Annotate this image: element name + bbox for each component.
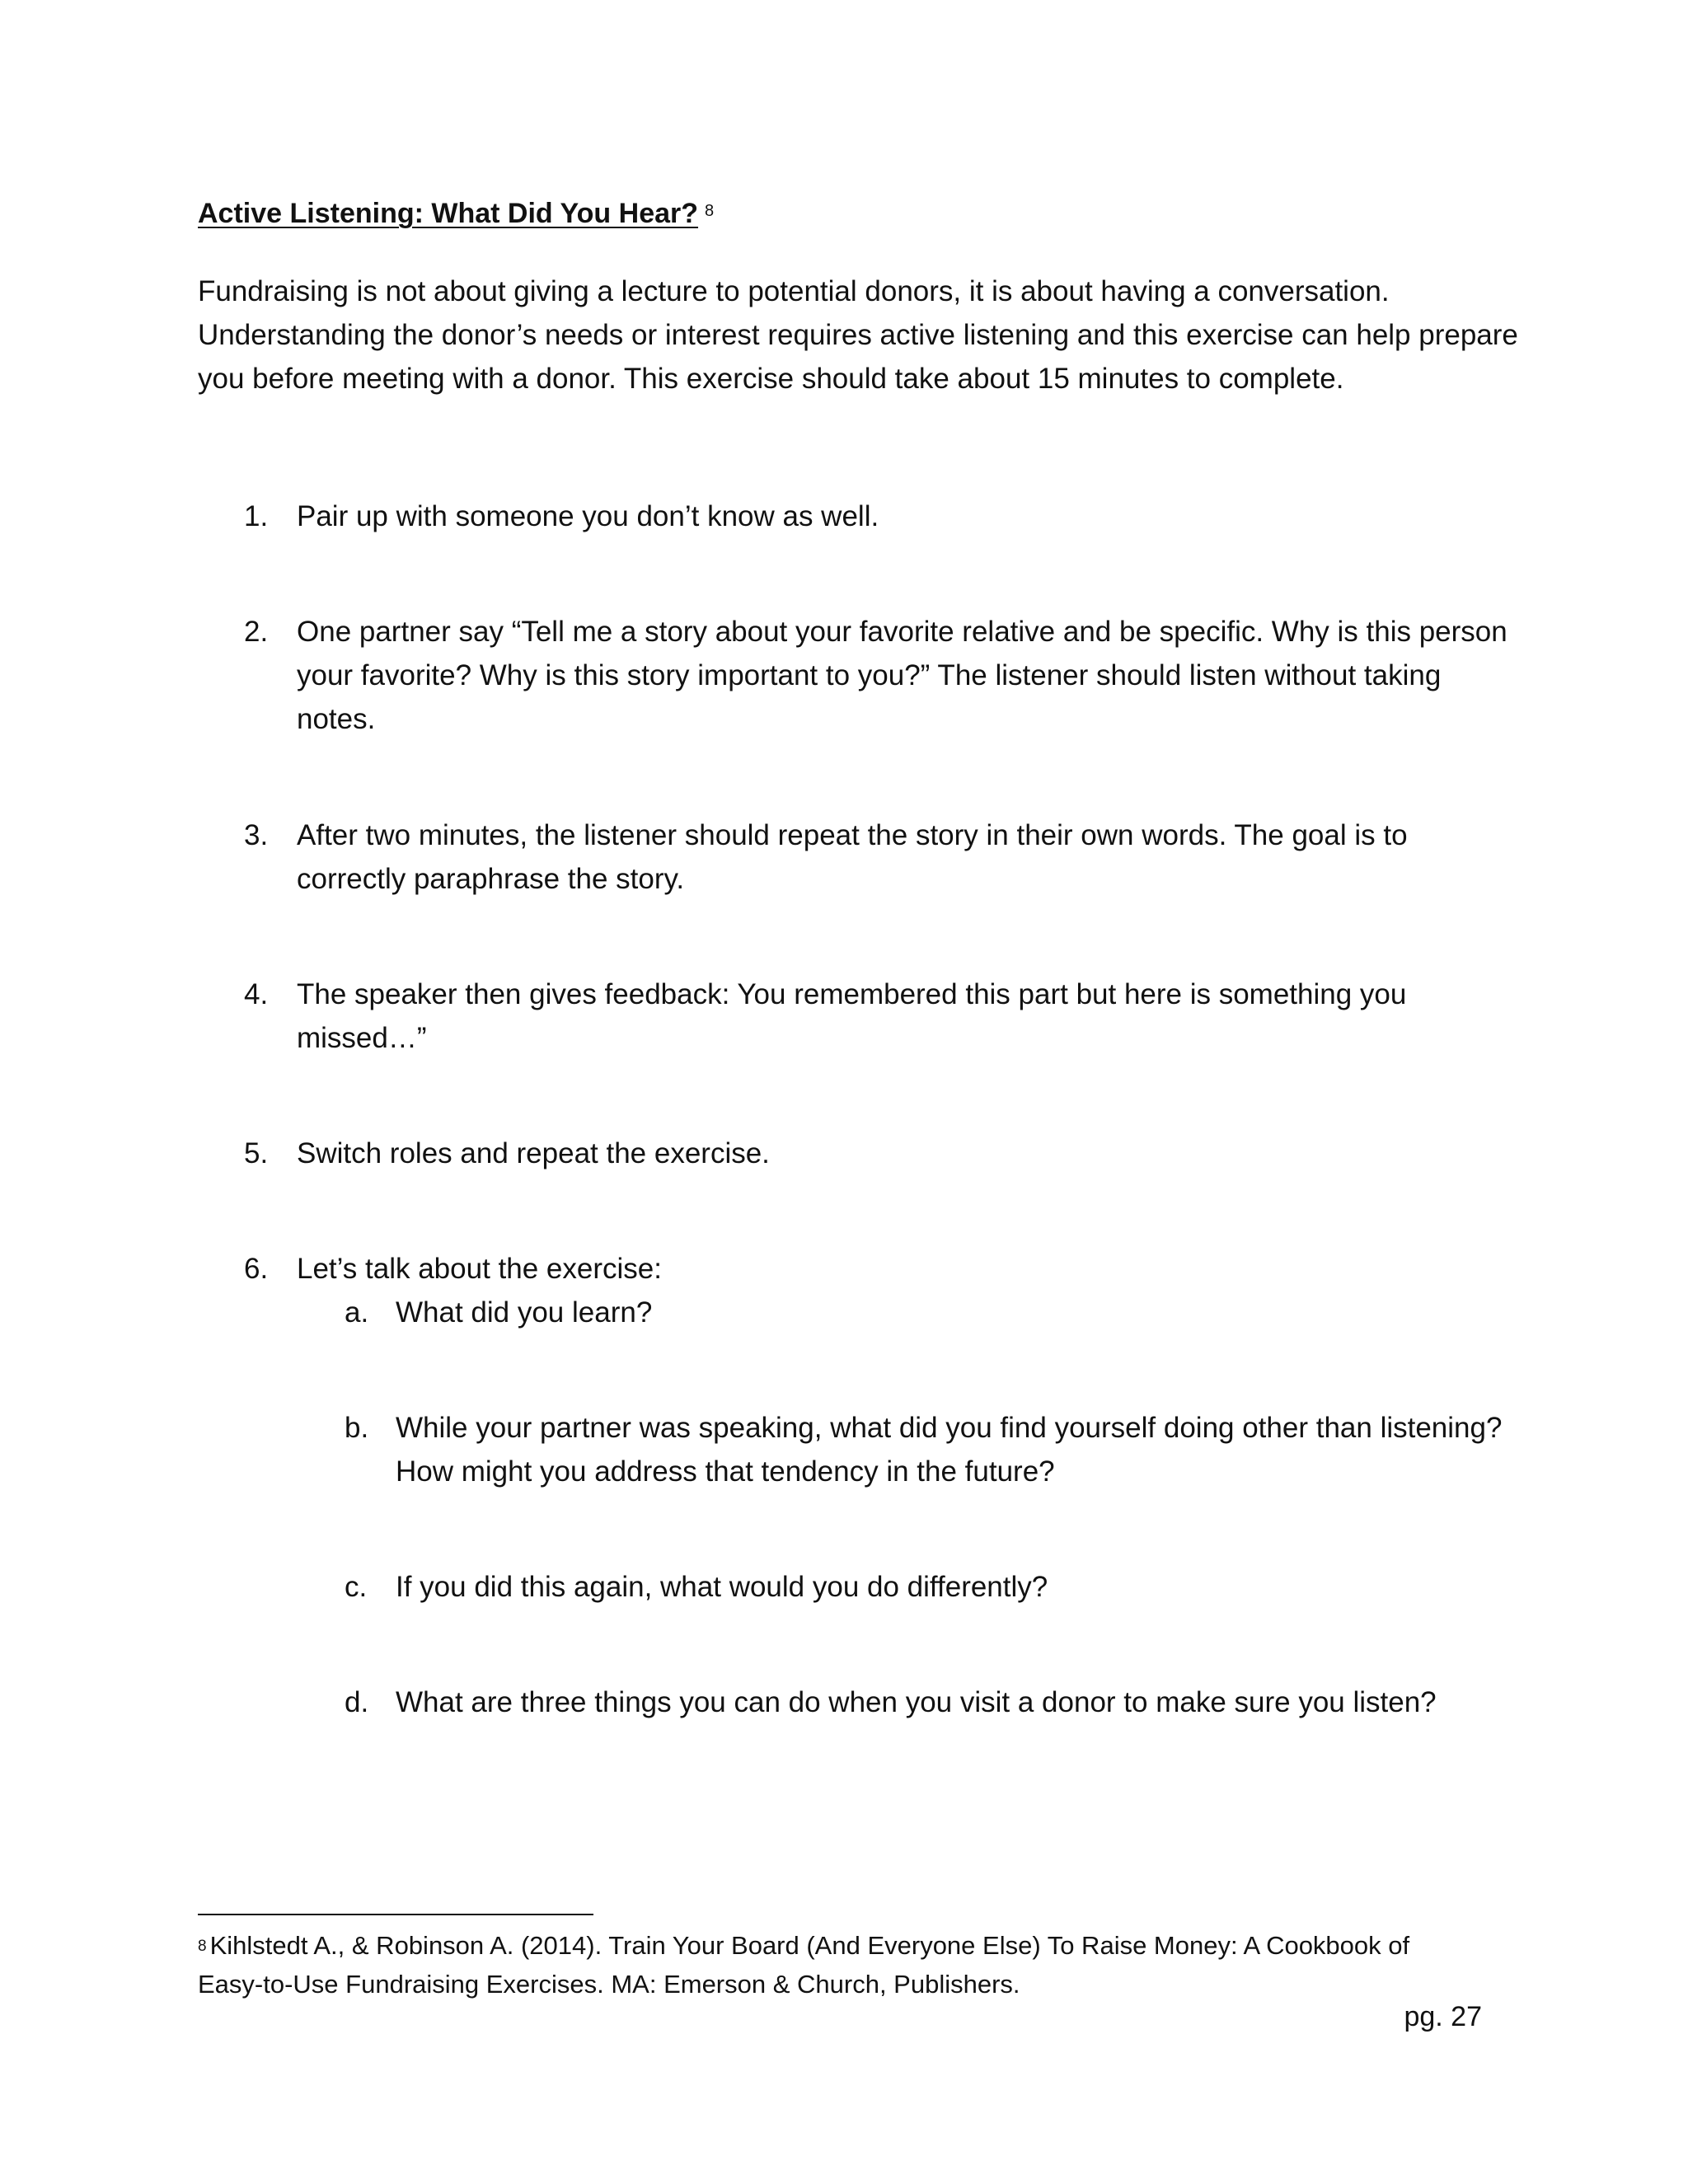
heading-footnote-ref: 8 — [705, 202, 715, 220]
list-item-line: The speaker then gives feedback: You remembered this part but here is something you — [297, 978, 1407, 1010]
footnote — [198, 1929, 1484, 2002]
list-item-text — [297, 1247, 1533, 1291]
list-item-line: correctly paraphrase the story. — [297, 863, 685, 895]
list-item-line: missed…” — [297, 1022, 427, 1054]
list-item-text — [297, 610, 1533, 741]
intro-line: Fundraising is not about giving a lecture to potential donors, it is about having a conversation. — [198, 275, 1390, 307]
footnote-text: Kihlstedt A., & Robinson A. (2014). Train Your Board (And Everyone Else) To Raise Money: A Cookbook of — [209, 1931, 1410, 1960]
sub-list-item-text — [396, 1565, 1550, 1609]
sub-list-item-line: What did you learn? — [396, 1296, 653, 1329]
sub-list-item-letter: b. — [345, 1412, 369, 1444]
list-item-number: 6. — [244, 1253, 269, 1285]
list-item-line: Switch roles and repeat the exercise. — [297, 1137, 770, 1169]
sub-list-item-letter: d. — [345, 1686, 369, 1718]
sub-list-item-line: What are three things you can do when you visit a donor to make sure you listen? — [396, 1686, 1437, 1718]
sub-list-item-letter: c. — [345, 1571, 368, 1603]
intro-line: Understanding the donor’s needs or interest requires active listening and this exercise can help prepare — [198, 319, 1518, 351]
list-item-line: Let’s talk about the exercise: — [297, 1253, 662, 1285]
footnote-line — [198, 1929, 1484, 1967]
sub-list-item-text — [396, 1680, 1550, 1724]
heading-title: Active Listening: What Did You Hear? — [198, 198, 699, 229]
sub-list-item-text — [396, 1291, 1550, 1334]
sub-list-item-line: If you did this again, what would you do differently? — [396, 1571, 1048, 1603]
list-item-line: notes. — [297, 703, 376, 735]
list-item-text — [297, 1132, 1533, 1175]
section-heading — [198, 198, 714, 230]
intro-paragraph — [198, 269, 1518, 401]
list-item-line: One partner say “Tell me a story about your favorite relative and be specific. Why is this person — [297, 616, 1507, 648]
list-item-line: Pair up with someone you don’t know as well. — [297, 500, 879, 532]
list-item-text — [297, 494, 1533, 538]
list-item-number: 3. — [244, 819, 269, 851]
sub-list-item-line: While your partner was speaking, what did you find yourself doing other than listening? — [396, 1412, 1503, 1444]
footnote-marker: 8 — [198, 1938, 207, 1955]
sub-list-item-text — [396, 1406, 1550, 1493]
sub-list-item-letter: a. — [345, 1296, 369, 1329]
footnote-line: Easy-to-Use Fundraising Exercises. MA: Emerson & Church, Publishers. — [198, 1970, 1020, 1999]
list-item-text — [297, 813, 1533, 901]
sub-list-item-line: How might you address that tendency in the future? — [396, 1455, 1055, 1488]
list-item-number: 2. — [244, 616, 269, 648]
list-item-line: your favorite? Why is this story important to you?” The listener should listen without taking — [297, 659, 1442, 691]
intro-line: you before meeting with a donor. This exercise should take about 15 minutes to complete. — [198, 363, 1344, 395]
list-item-number: 5. — [244, 1137, 269, 1169]
list-item-number: 4. — [244, 978, 269, 1010]
list-item-text — [297, 972, 1533, 1060]
footnote-separator — [198, 1914, 593, 1915]
list-item-line: After two minutes, the listener should repeat the story in their own words. The goal is to — [297, 819, 1408, 851]
list-item-number: 1. — [244, 500, 269, 532]
page-number: pg. 27 — [1404, 2001, 1482, 2032]
